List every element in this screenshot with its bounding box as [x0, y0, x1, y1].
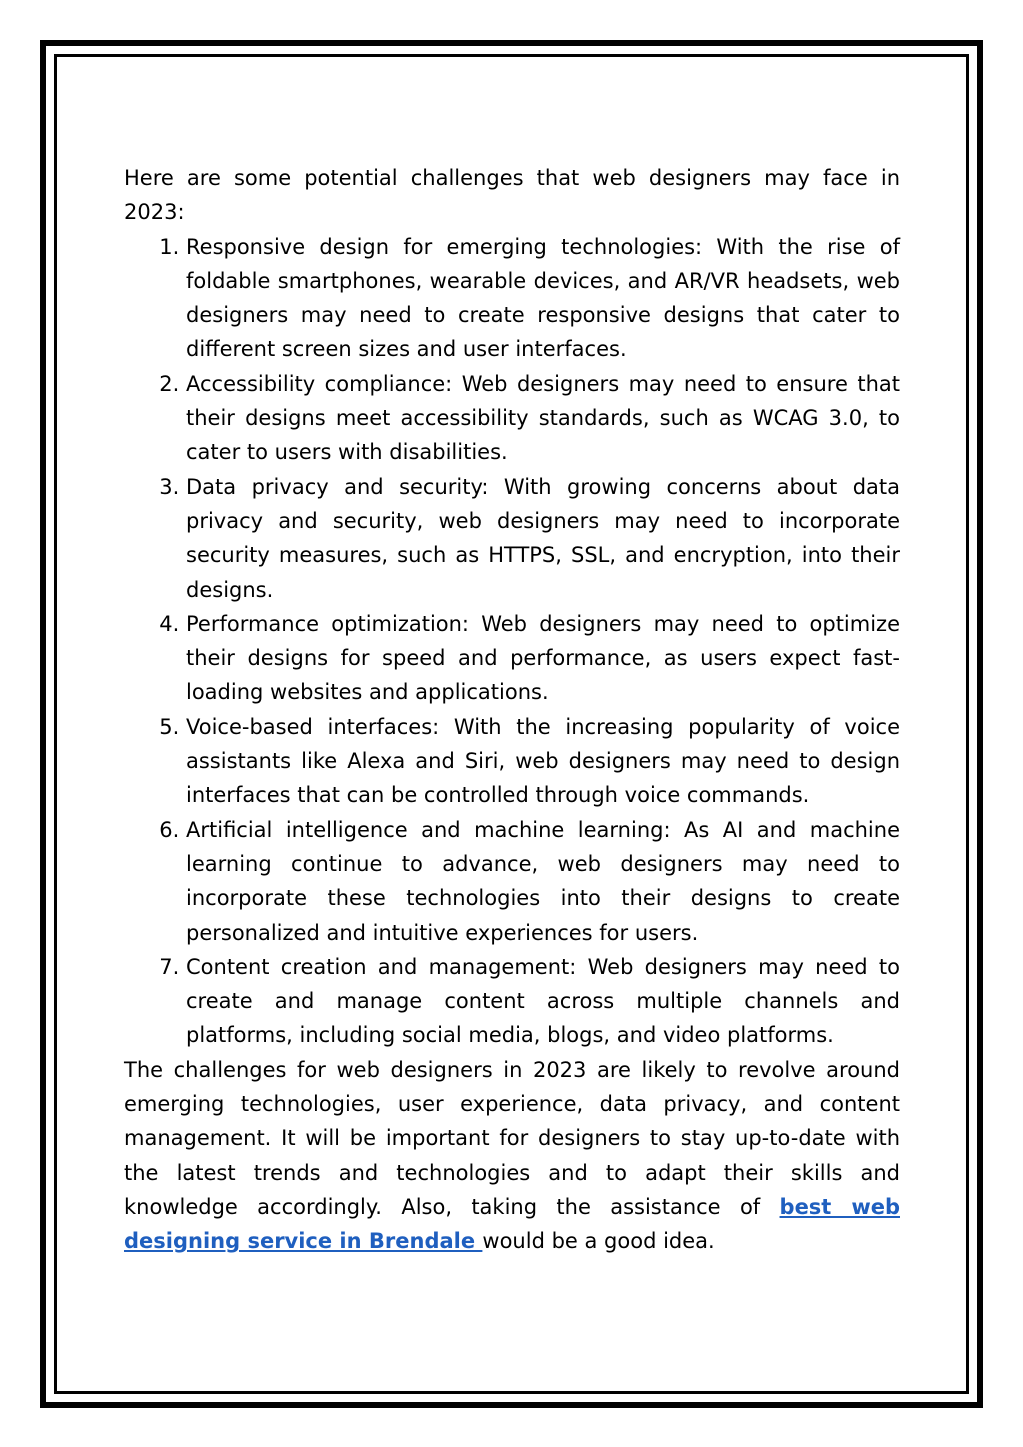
conclusion-text: The challenges for web designers in 2023 are likely to revolve around emerging technologies, user experience, data privacy, and content management. It will be important for designers to stay up-to-date with the latest trends and technologies and to adapt their skills and knowledge accordingly. Also, taking the assistance of: [124, 1057, 900, 1219]
list-item: 4. Performance optimization: Web designers may need to optimize their designs for speed and performance, as users expect fast-loading websites and applications.: [186, 607, 900, 710]
list-item: 7. Content creation and management: Web designers may need to create and manage content across multiple channels and platforms, including social media, blogs, and video platforms.: [186, 950, 900, 1053]
intro-paragraph: Here are some potential challenges that web designers may face in 2023:: [124, 166, 900, 225]
list-item: 5. Voice-based interfaces: With the increasing popularity of voice assistants like Alexa and Siri, web designers may need to design interfaces that can be controlled through voice commands.: [186, 710, 900, 813]
challenges-list: [124, 230, 900, 1053]
conclusion-end-text: would be a good idea.: [482, 1229, 715, 1254]
list-item: 3. Data privacy and security: With growing concerns about data privacy and security, web designers may need to incorporate security measures, such as HTTPS, SSL, and encryption, into their designs.: [186, 470, 900, 607]
conclusion-paragraph: [124, 1053, 900, 1259]
document-body: [124, 161, 900, 1259]
list-item: 2. Accessibility compliance: Web designers may need to ensure that their designs meet accessibility standards, such as WCAG 3.0, to cater to users with disabilities.: [186, 367, 900, 470]
list-item: 1. Responsive design for emerging technologies: With the rise of foldable smartphones, wearable devices, and AR/VR headsets, web designers may need to create responsive designs that cater to different screen sizes and user interfaces.: [186, 230, 900, 367]
service-link[interactable]: best web designing service in Brendale: [124, 1194, 900, 1254]
list-item: 6. Artificial intelligence and machine learning: As AI and machine learning continue to advance, web designers may need to incorporate these technologies into their designs to create personalized and intuitive experiences for users.: [186, 813, 900, 950]
